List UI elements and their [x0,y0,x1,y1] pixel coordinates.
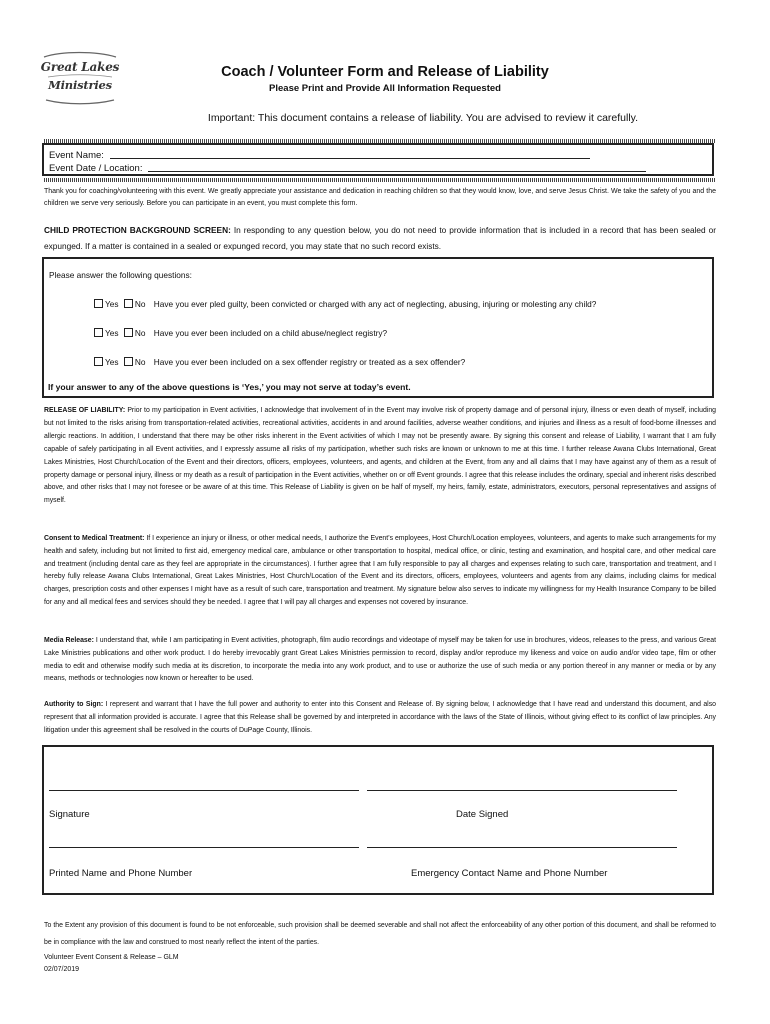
yes-checkbox[interactable] [94,328,103,337]
background-screen-heading: CHILD PROTECTION BACKGROUND SCREEN: [44,225,231,235]
footer-title: Volunteer Event Consent & Release – GLM [44,954,179,961]
background-screen-paragraph [44,223,716,254]
medical-consent-paragraph [44,533,716,610]
authority-heading: Authority to Sign: [44,701,104,708]
event-location-field[interactable] [148,162,646,172]
release-of-liability-paragraph [44,405,716,508]
signature-box [42,745,714,895]
no-label: No [134,299,146,309]
yes-checkbox[interactable] [94,299,103,308]
release-heading: RELEASE OF LIABILITY: [44,407,126,414]
consent-heading: Consent to Medical Treatment: [44,535,145,542]
yes-label: Yes [105,328,119,338]
media-heading: Media Release: [44,637,94,644]
event-info-box [42,143,714,176]
date-signed-field[interactable] [367,790,677,791]
yes-label: Yes [105,357,119,367]
question-row [94,328,387,338]
emergency-contact-field[interactable] [367,847,677,848]
signature-field[interactable] [49,790,359,791]
footer-date: 02/07/2019 [44,966,80,973]
severability-paragraph: To the Extent any provision of this document is found to be not enforceable, such provision shall be deemed severable and shall not affect the enforceability of any other portion of this document, and shall be reformed to be in compliance with the law and construed to most nearly reflect the intent of the parties. [44,922,716,946]
signature-label: Signature [49,809,90,820]
question-row [94,357,465,367]
important-notice: Important: This document contains a release of liability. You are advised to review it carefully. [207,112,639,124]
questions-note: If your answer to any of the above questions is ‘Yes,’ you may not serve at today’s event. [48,382,411,392]
question-text: Have you ever been included on a child abuse/neglect registry? [153,328,388,338]
event-name-field[interactable] [110,149,590,159]
consent-text: If I experience an injury or illness, or other medical needs, I authorize the Event’s employees, Host Church/Location employees, volunteers, and agents to make such arrangements for my health and safety, including but not limited to first aid, emergency medical care, ambulance or other transportation to hospital, medical office, or clinic, testing and examination, and hospital care, and other medical care and treatment (including dental care as they feel are appropriate in the circumstances). I further agree that I am fully responsible to pay all charges and expenses relating to such care, transportation and treatment, and I hereby fully release Awana Clubs International, Great Lakes Ministries, Host Church/Location of the Event and its directors, officers, employees, volunteers and agents from any claims, including claims for medical charges, prescription costs and other expenses I might have as a result of such care, transportation and treatment. My signature below also serves to indicate my willingness for my Health Insurance Company to be billed for any and all medical fees and services should they be needed. I agree that I will pay all charges and expenses not covered by insurance. [44,535,716,606]
no-checkbox[interactable] [124,328,133,337]
no-label: No [134,328,146,338]
date-signed-label: Date Signed [456,809,509,820]
background-screen-text: In responding to any question below, you do not need to provide information that is included in a record that has been sealed or expunged. If a matter is contained in a sealed or expunged record, you may state that no such record exists. [44,225,716,251]
questions-box [42,257,714,398]
no-checkbox[interactable] [124,299,133,308]
intro-paragraph: Thank you for coaching/volunteering with this event. We greatly appreciate your assistance and dedication in reaching children so that they would know, love, and serve Jesus Christ. We take the safety of you and the children we serve very seriously. Before you can participate in an event, you must complete this form. [44,188,716,208]
media-text: I understand that, while I am participating in Event activities, photograph, film audio recordings and videotape of myself may be taken for use in brochures, videos, releases to the press, and various Great Lake Ministries publications and other work product. I do hereby irrevocably grant Great Lakes Ministries permission to record, display and/or reproduce my likeness and voice on audio and/or video tape, film or other media to edit and otherwise modify such media at its discretion, to incorporate the media into any work product, and to use or authorize the use of such media or any portion thereof in any manner or media or by any means, methods or technologies now known or hereafter to be used. [44,637,717,683]
question-row [94,299,596,309]
hatched-divider [44,178,716,182]
event-name-row [49,149,590,161]
no-label: No [134,357,146,367]
questions-intro: Please answer the following questions: [49,270,192,280]
event-name-label: Event Name: [49,150,104,161]
form-subtitle: Please Print and Provide All Information Requested [269,83,501,94]
release-text: Prior to my participation in Event activities, I acknowledge that involvement of in the Event may involve risk of property damage and of personal injury, illness or even death of myself, including but not limited to the risks arising from transportation-related activities, recreational activities, accidents in and around facilities, adverse weather conditions, and injuries and illness as a result of food-borne illnesses and allergic reactions. In addition, I understand that there may be other risks inherent in the Event activities of which I may not be presently aware. By signing this consent and release of Liability, I warrant that I am fully capable of safely participating in all Event activities, and I expressly assume all risks of my participation, whether such risks are known or unknown to me at this time. I further release Awana Clubs International, Great Lakes Ministries, Host Church/Location of the Event and their directors, officers, employees, volunteers, and agents, and children at the Event, from any and all claims that I may have against any of them as a result of property damage or personal injury, illness or my death as a result of participation in the Event activities, whether on or off Event grounds. I agree that this release includes the ordinary, special and inherent risks described above, and other risks that I may not foresee or be aware of at this time. This Release of Liability is given on be half of myself, my heirs, family, estate, administrators, executors, personal representatives and assigns of myself. [44,407,716,505]
event-location-row [49,162,646,174]
printed-name-label: Printed Name and Phone Number [49,868,193,879]
logo-line2: Ministries [48,78,112,92]
no-checkbox[interactable] [124,357,133,366]
media-release-paragraph [44,635,716,686]
yes-checkbox[interactable] [94,357,103,366]
logo-line1: Great Lakes [40,60,120,74]
printed-name-field[interactable] [49,847,359,848]
question-text: Have you ever pled guilty, been convicted or charged with any act of neglecting, abusing, injuring or molesting any child? [153,299,597,309]
form-title: Coach / Volunteer Form and Release of Liability [221,64,549,80]
yes-label: Yes [105,299,119,309]
authority-text: I represent and warrant that I have the full power and authority to enter into this Consent and Release of. By signing below, I acknowledge that I have read and understand this document, and also represent that all information provided is accurate. I agree that this Release shall be governed by and interpreted in accordance with the laws of the State of Illinois, without giving effect to its conflict of law principles. Any litigation under this agreement shall be resolved in the courts of DuPage County, Illinois. [44,701,716,734]
authority-paragraph [44,699,716,737]
event-location-label: Event Date / Location: [49,163,143,174]
emergency-contact-label: Emergency Contact Name and Phone Number [411,868,608,879]
question-text: Have you ever been included on a sex offender registry or treated as a sex offender? [153,357,466,367]
